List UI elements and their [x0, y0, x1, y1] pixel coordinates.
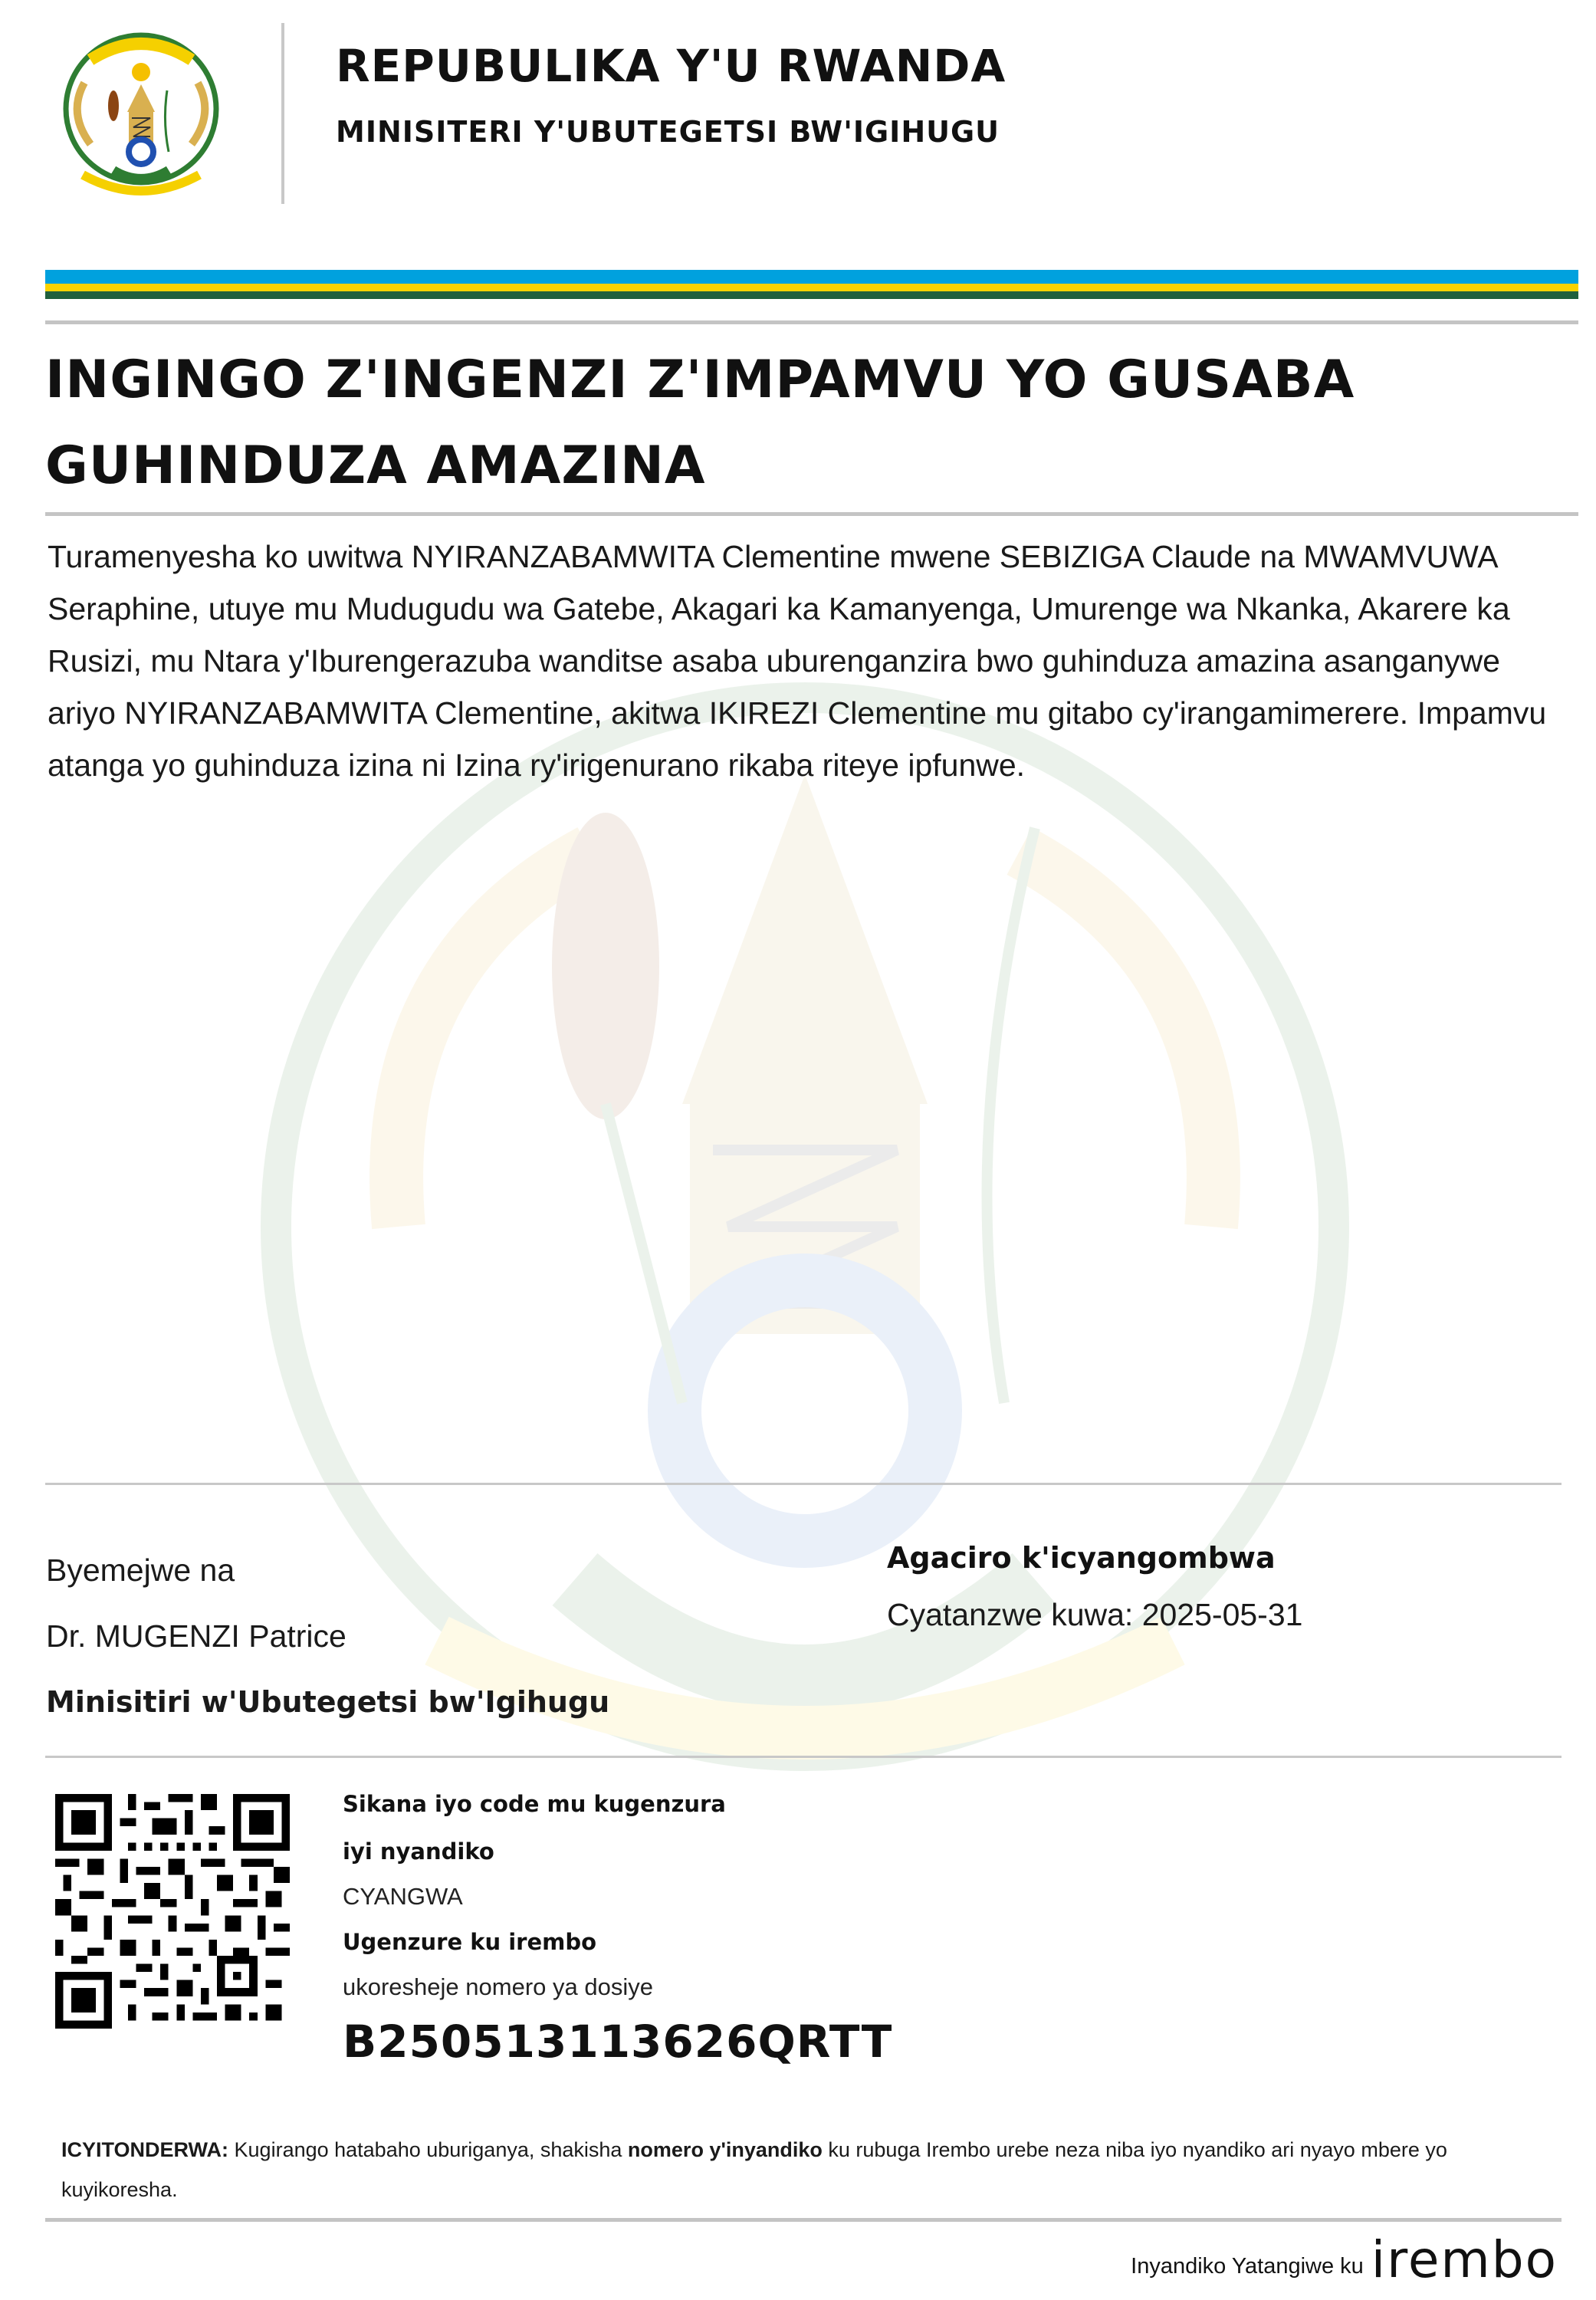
verification-instructions	[343, 1780, 892, 2075]
document-title-line-2: GUHINDUZA AMAZINA	[45, 435, 706, 496]
note-text-before: Kugirango hatabaho uburiganya, shakisha	[228, 2138, 628, 2161]
national-flag-stripe	[45, 270, 1578, 299]
validity-block	[887, 1530, 1302, 1643]
fraud-warning-note	[61, 2130, 1541, 2210]
divider-signature	[45, 1483, 1562, 1485]
header-divider	[281, 23, 284, 204]
approved-by-label: Byemejwe na	[46, 1552, 235, 1588]
note-emphasis: nomero y'inyandiko	[627, 2138, 823, 2161]
signatory-name: Dr. MUGENZI Patrice	[46, 1618, 346, 1654]
flag-yellow-band	[45, 284, 1578, 291]
file-number: B250513113626QRTT	[343, 2016, 893, 2068]
note-label: ICYITONDERWA:	[61, 2138, 229, 2161]
signature-block	[46, 1537, 609, 1735]
divider-title	[45, 512, 1578, 516]
issued-via-label: Inyandiko Yatangiwe ku	[1131, 2254, 1364, 2279]
document-body: Turamenyesha ko uwitwa NYIRANZABAMWITA Clementine mwene SEBIZIGA Claude na MWAMVUWA Seraphine, utuye mu Mudugudu wa Gatebe, Akagari ka Kamanyenga, Umurenge wa Nkanka, Akarere ka Rusizi, mu Ntara y'Iburengerazuba wanditse asaba uburenganzira bwo guhinduza amazina asanganywe ariyo NYIRANZABAMWITA Clementine, akitwa IKIREZI Clementine mu gitabo cy'irangamimerere. Impamvu atanga yo guhinduza izina ni Izina ry'irigenurano rikaba riteye ipfunwe.	[48, 539, 1547, 783]
verify-line-document: iyi nyandiko	[343, 1838, 494, 1865]
flag-green-band	[45, 291, 1578, 299]
verify-line-irembo: Ugenzure ku irembo	[343, 1929, 597, 1955]
signatory-title: Minisitiri w'Ubutegetsi bw'Igihugu	[46, 1685, 610, 1719]
divider-verification	[45, 1756, 1562, 1758]
qr-code-icon[interactable]	[55, 1794, 290, 2029]
note-text-after: ku rubuga Irembo urebe neza niba iyo nyandiko ari nyayo mbere yo kuyikoresha.	[61, 2138, 1447, 2201]
republic-title: REPUBULIKA Y'U RWANDA	[336, 40, 1007, 92]
validity-title: Agaciro k'icyangombwa	[887, 1541, 1276, 1575]
divider-footer	[45, 2218, 1562, 2222]
verify-line-scan: Sikana iyo code mu kugenzura	[343, 1791, 726, 1817]
verify-line-or: CYANGWA	[343, 1883, 463, 1910]
document-title	[45, 337, 1571, 509]
rwanda-coat-of-arms-icon	[60, 29, 222, 202]
ministry-title: MINISITERI Y'UBUTEGETSI BW'IGIHUGU	[336, 115, 1000, 149]
irembo-logo-icon: irembo	[1371, 2230, 1558, 2289]
document-title-line-1: INGINGO Z'INGENZI Z'IMPAMVU YO GUSABA	[45, 350, 1355, 410]
flag-blue-band	[45, 270, 1578, 284]
verify-line-file-number: ukoresheje nomero ya dosiye	[343, 1973, 653, 2000]
issue-date: Cyatanzwe kuwa: 2025-05-31	[887, 1597, 1303, 1632]
footer	[1131, 2230, 1558, 2289]
divider-top	[45, 320, 1578, 324]
